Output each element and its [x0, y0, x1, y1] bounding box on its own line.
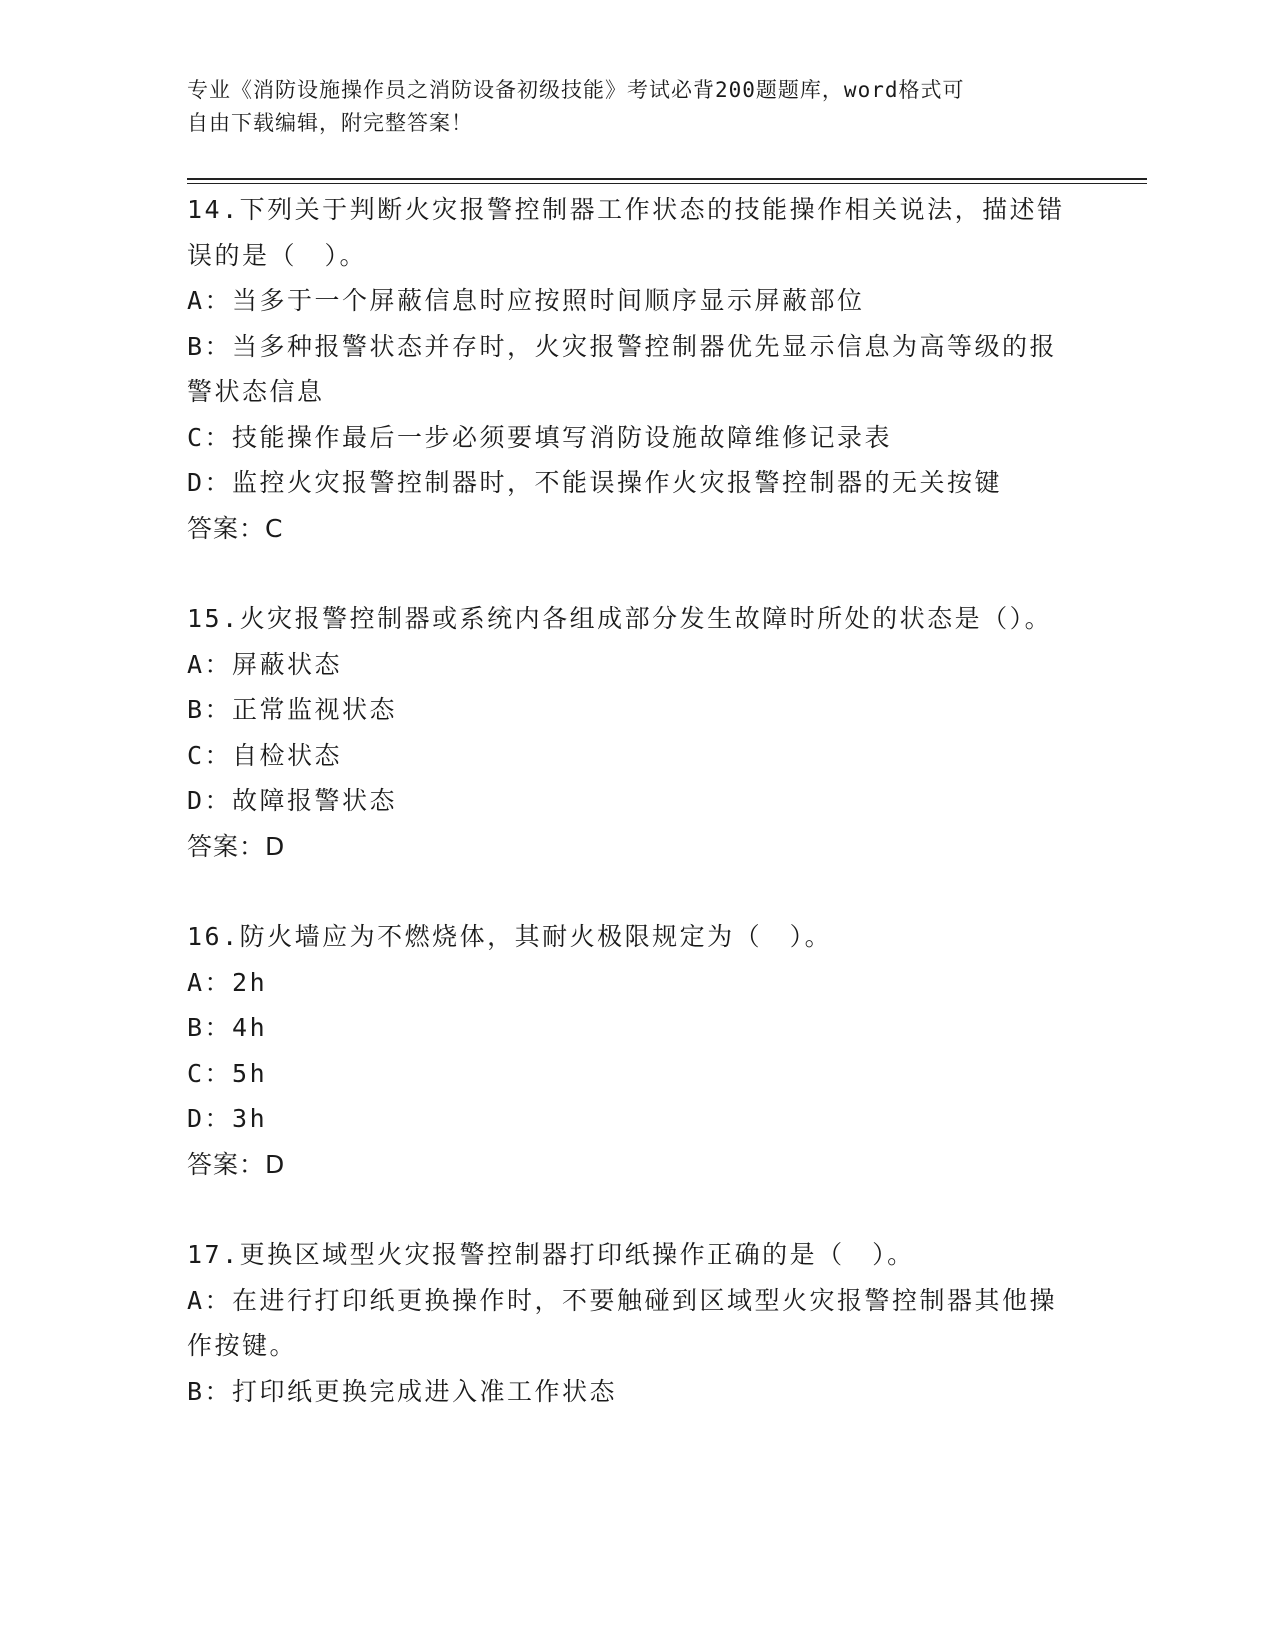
question-14 [187, 187, 1067, 551]
option-a: A：当多于一个屏蔽信息时应按照时间顺序显示屏蔽部位 [187, 286, 865, 315]
option-b: B：当多种报警状态并存时，火灾报警控制器优先显示信息为高等级的报警状态信息 [187, 331, 1058, 406]
question-stem: 16.防火墙应为不燃烧体，其耐火极限规定为（ ）。 [187, 922, 833, 951]
question-list [187, 187, 1067, 1459]
question-stem: 14.下列关于判断火灾报警控制器工作状态的技能操作相关说法，描述错误的是（ ）。 [187, 195, 1065, 270]
option-a: A：2h [187, 967, 268, 997]
answer-line: 答案：D [187, 1149, 286, 1179]
option-b: B：打印纸更换完成进入准工作状态 [187, 1376, 618, 1406]
question-16 [187, 914, 1067, 1187]
question-stem: 17.更换区域型火灾报警控制器打印纸操作正确的是（ ）。 [187, 1240, 915, 1269]
option-d: D：故障报警状态 [187, 786, 398, 815]
header-divider-thin [187, 183, 1147, 184]
option-c: C：技能操作最后一步必须要填写消防设施故障维修记录表 [187, 422, 893, 452]
header-line-1: 专业《消防设施操作员之消防设备初级技能》考试必背200题题库，word格式可 [187, 78, 965, 102]
document-header [187, 74, 1067, 140]
option-d: D：监控火灾报警控制器时，不能误操作火灾报警控制器的无关按键 [187, 468, 1003, 497]
option-b: B：正常监视状态 [187, 695, 398, 724]
option-d: D：3h [187, 1104, 268, 1133]
header-divider-thick [187, 178, 1147, 180]
header-line-2: 自由下载编辑，附完整答案！ [187, 111, 473, 135]
option-c: C：自检状态 [187, 740, 343, 770]
option-a: A：屏蔽状态 [187, 649, 343, 679]
option-a: A：在进行打印纸更换操作时，不要触碰到区域型火灾报警控制器其他操作按键。 [187, 1285, 1058, 1360]
question-17 [187, 1232, 1067, 1414]
option-b: B：4h [187, 1013, 268, 1042]
answer-line: 答案：D [187, 831, 286, 861]
question-stem: 15.火灾报警控制器或系统内各组成部分发生故障时所处的状态是（）。 [187, 604, 1053, 633]
answer-line: 答案：C [187, 513, 284, 543]
question-15 [187, 596, 1067, 869]
option-c: C：5h [187, 1058, 268, 1088]
